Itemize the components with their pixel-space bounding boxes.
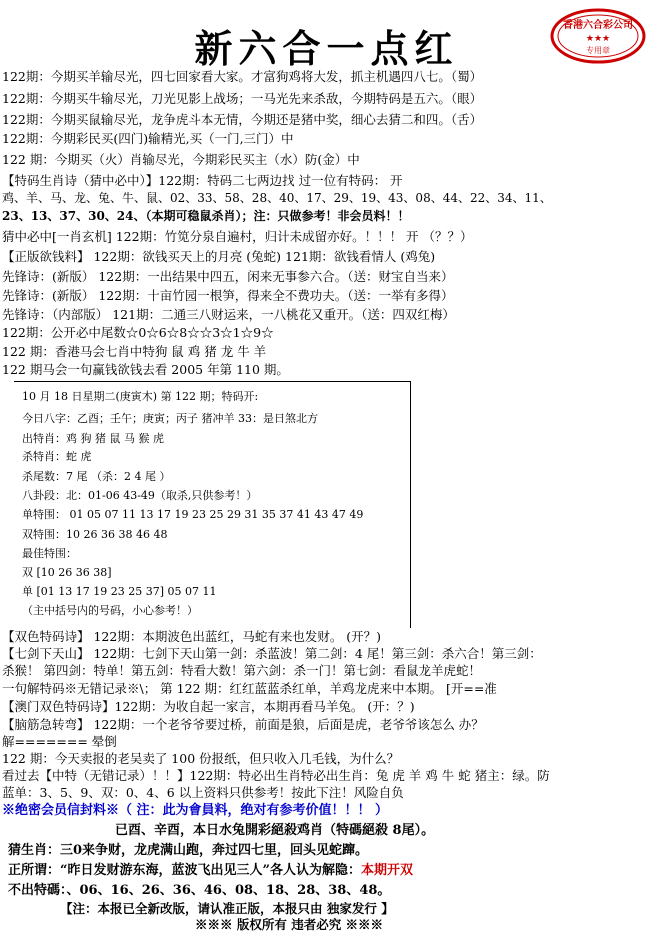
box-line-2: 今日八字：乙酉；壬午；庚寅；丙子 猪冲羊 33：是日煞北方: [22, 412, 318, 425]
text-line-23: 解======= 晕倒: [2, 734, 117, 749]
seal-top-text: 香港六合彩公司: [563, 20, 633, 31]
text-line-9: 猜中必中[一肖玄机] 122期：竹笕分泉自遍村，归计未成留亦好。！！！ 开 （？？）: [2, 229, 473, 244]
text-line-7: 鸡、羊、马、龙、兔、牛、鼠、02、33、58、28、40、17、29、19、43、08、44、22、34、11、: [2, 191, 552, 205]
box-line-6: 八卦段：北：01-06 43-49（取杀,只供参考！）: [22, 489, 258, 502]
text-line-10: 【正版欲钱料】 122期：欲钱买天上的月亮 (兔蛇) 121期：欲钱看情人 (鸡兔): [2, 249, 436, 264]
box-line-7: 单特围： 01 05 07 11 13 17 19 23 25 29 31 35 37 41 43 47 49: [22, 508, 364, 521]
zhengsuo-line: [8, 862, 413, 879]
company-seal: [548, 6, 648, 66]
text-line-17: 【双色特码诗】 122期：本期波色出蓝红，马蛇有来也发财。 (开？): [2, 629, 382, 644]
text-line-21: 【澳门双色特码诗】122期：为收自起一家言，本期再看马羊兔。 (开：？): [2, 699, 415, 714]
box-line-9: 最佳特围：: [22, 547, 77, 560]
text-line-24: 122 期：今天卖报的老吴卖了 100 份报纸，但只收入几毛钱，为什么？: [2, 751, 400, 766]
buchu-line: [8, 882, 390, 899]
text-line-12: 先锋诗：(新版） 122期：十亩竹园一根笋，得来全不费功夫。（送：一举有多得）: [2, 288, 454, 303]
text-line-6: 【特码生肖诗（猜中必中）】122期：特码二七两边找 过一位有特码： 开: [2, 173, 403, 188]
text-line-1: 122期：今期买羊输尽光，四七回家看大家。才富狗鸡将大发，抓主机遇四八七。（蜀）: [2, 69, 483, 84]
seal-stars: ★★★: [585, 34, 611, 44]
zhengsuo-red: 本期开双: [360, 863, 413, 878]
box-line-8: 双特围：10 26 36 38 46 48: [22, 528, 168, 541]
member-text: ※绝密会员信封料※（ 注：此为會員料，绝对有参考价值！！！ ）: [2, 803, 389, 818]
text-line-8: 23、13、37、30、24、（本期可稳鼠杀肖）；注：只做参考！非会员料！！: [2, 209, 410, 223]
guess-line: [8, 842, 368, 859]
guess-label: 猜生肖：: [8, 843, 61, 858]
box-line-12: （主中括号内的号码，小心参考！）: [22, 604, 198, 617]
seal-bottom-text: 专用章: [586, 46, 610, 55]
box-line-4: 杀特肖：蛇 虎: [22, 450, 92, 463]
box-line-11: 单 [01 13 17 19 23 25 37] 05 07 11: [22, 585, 217, 598]
zhengsuo-label: 正所谓：: [8, 863, 61, 878]
text-line-5: 122 期：今期买（火）肖输尽光，今期彩民买主（水）防(金）中: [2, 152, 360, 167]
text-line-18: 【七剑下天山】 122期：七剑下天山第一剑：杀蓝波！第二剑：4 尾！第三剑：杀六合！第三剑：: [2, 646, 542, 661]
text-line-11: 先锋诗：(新版） 122期：一出结果中四五，闲来无事参六合。（送：财宝自当来）: [2, 269, 454, 284]
text-line-15: 122 期：香港马会七肖中特狗 鼠 鸡 猪 龙 牛 羊: [2, 344, 267, 359]
box-line-10: 双 [10 26 36 38]: [22, 566, 112, 579]
box-line-5: 杀尾数：7 尾 （杀：2 4 尾 ）: [22, 470, 171, 483]
copyright-line: ※※※ 版权所有 违者必究 ※※※: [195, 917, 384, 932]
text-line-13: 先锋诗：（内部版） 121期：二通三八财运来，一八桃花又重开。（送：四双红梅）: [2, 307, 455, 322]
text-line-3: 122期：今期买鼠输尽光，龙争虎斗本无情，今期还是猪中奖，细心去猜二和四。（舌）: [2, 112, 483, 127]
box-line-3: 出特肖：鸡 狗 猪 鼠 马 猴 虎: [22, 432, 164, 445]
text-line-19: 杀猴！ 第四剑：特单！第五剑：特看大数！第六剑：杀一门！第七剑：看鼠龙羊虎蛇！: [2, 663, 481, 678]
text-line-16: 122 期马会一句赢钱欲钱去看 2005 年第 110 期。: [2, 362, 289, 377]
note-line: 【注：本报已全新改版，请认准正版，本报只由 独家发行 】: [60, 901, 394, 916]
text-line-20: 一句解特码※无错记录※\； 第 122 期：红红蓝蓝杀红单，羊鸡龙虎来中本期。 [开==准: [2, 681, 497, 696]
buchu-text: 、06、16、26、36、46、08、18、28、38、48。: [66, 883, 391, 898]
text-line-4: 122期：今期彩民买(四门)输精光,买（一门,三门）中: [2, 131, 294, 146]
zhengsuo-text: “昨日发财游东海，蓝波飞出见三人”各人认为解隐：: [60, 863, 361, 878]
text-line-14: 122期：公开必中尾数☆0☆6☆8☆☆3☆1☆9☆: [2, 325, 274, 340]
member-line: [2, 802, 388, 819]
text-line-22: 【脑筋急转弯】 122期：一个老爷爷要过桥，前面是狼，后面是虎，老爷爷该怎么 办？: [2, 717, 484, 732]
guess-text: 三0来争财，龙虎满山跑，奔过四七里，回头见蛇蹿。: [60, 843, 369, 858]
text-line-26: 蓝单：3、5、9、双：0、4、6 以上资料只供参考！按此下注！风险自负: [2, 785, 404, 800]
page-title: 新六合一点红: [194, 26, 459, 71]
buchu-label: 不出特碼：: [8, 883, 67, 898]
text-line-25: 看过去【中特（无错记录）！！】122期：特必出生肖特必出生肖：兔 虎 羊 鸡 牛 蛇 猪主：绿。防: [2, 768, 550, 783]
box-line-1: 10 月 18 日星期二(庚寅木) 第 122 期；特码开:: [22, 390, 259, 403]
secret-line: 已酉、辛酉，本日水兔開彩絕殺鸡肖（特碼絕殺 8尾）。: [115, 823, 435, 838]
text-line-2: 122期：今期买牛输尽光，刀光见影上战场；一马光先来杀敌，今期特码是五六。（眼）: [2, 91, 483, 106]
